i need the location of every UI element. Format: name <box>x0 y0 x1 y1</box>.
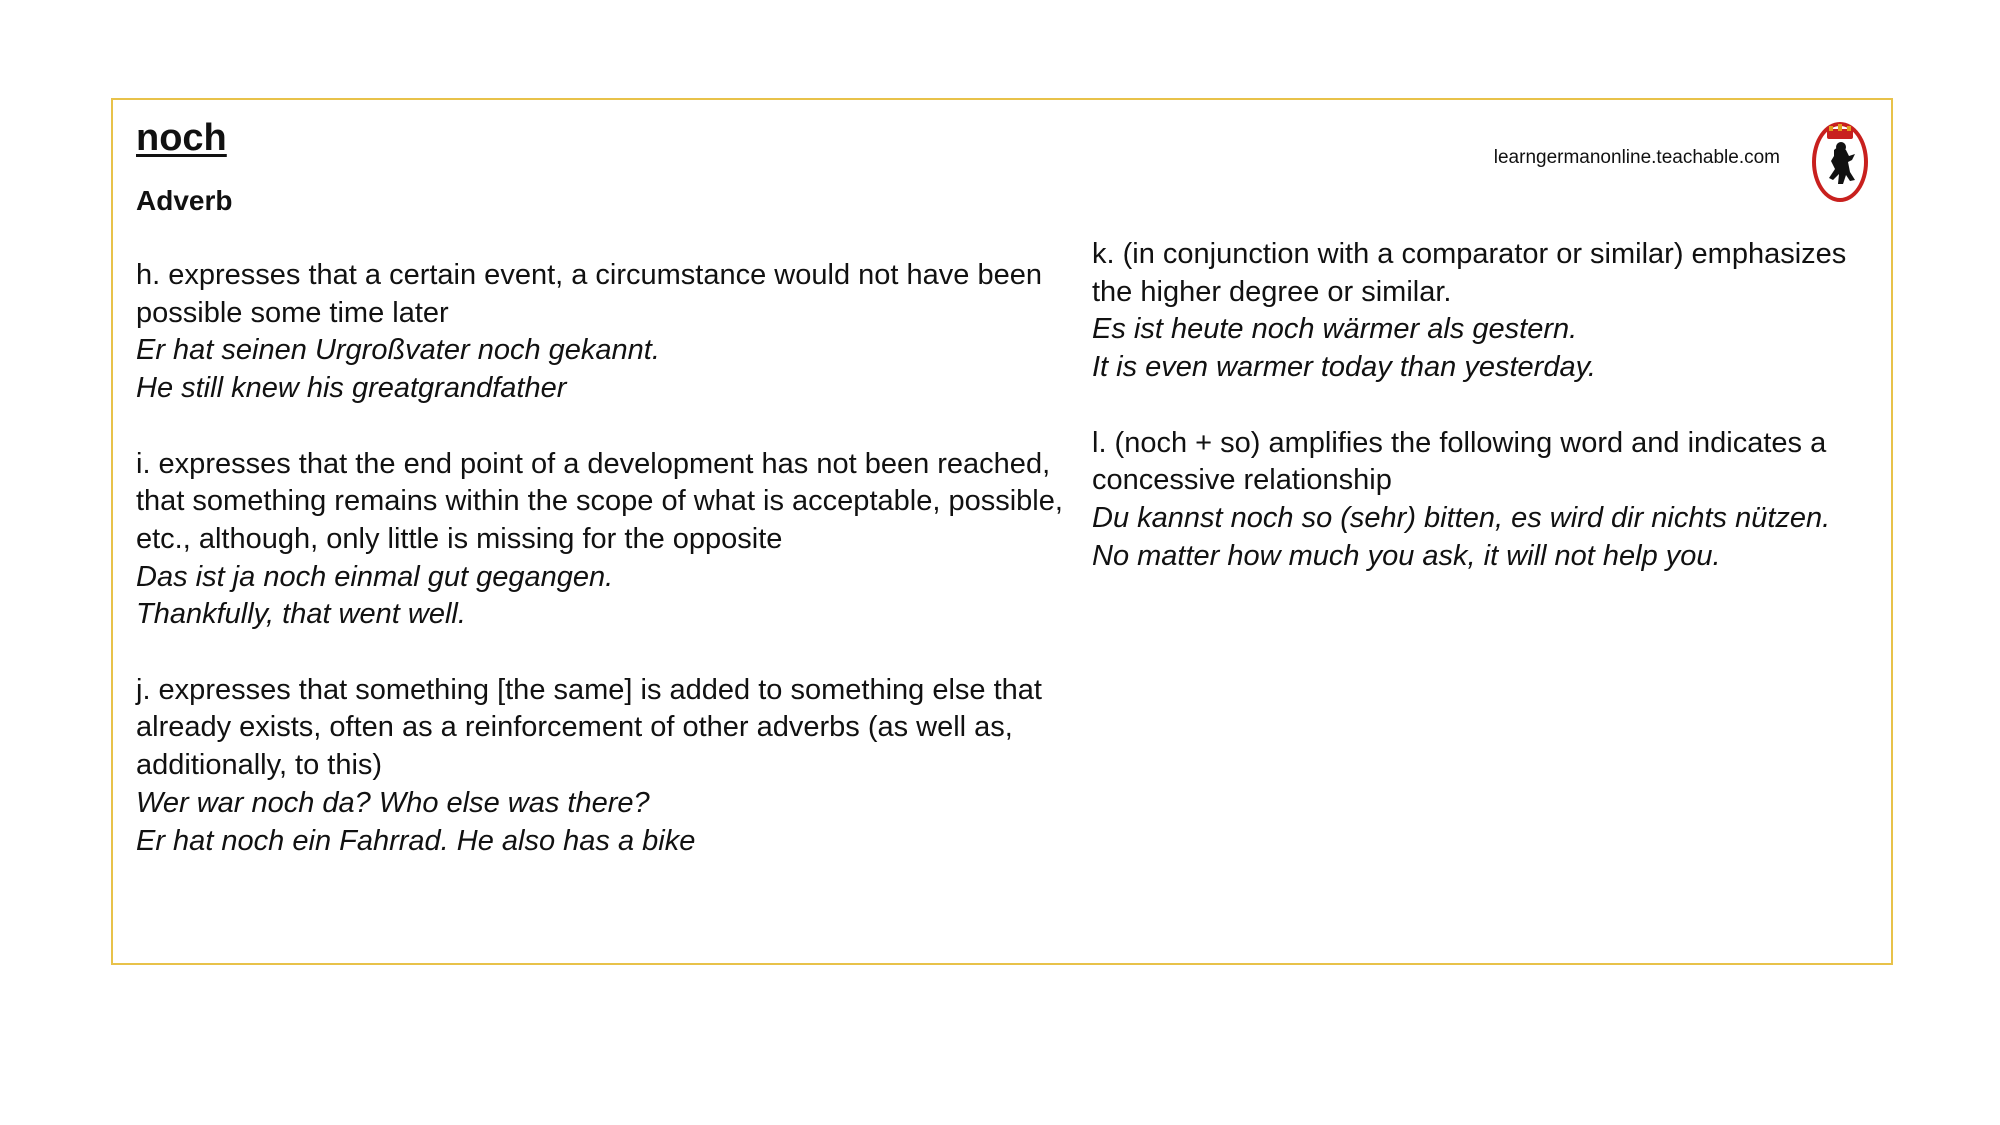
definition-l: l. (noch + so) amplifies the following word and indicates a concessive relationship <box>1092 426 1827 497</box>
definition-j: j. expresses that something [the same] is added to something else that already exists, often as a reinforcement of other adverbs (as well as, additionally, to this) <box>136 673 1042 782</box>
site-url: learngermanonline.teachable.com <box>1493 147 1780 168</box>
definition-k: k. (in conjunction with a comparator or similar) emphasizes the higher degree or similar. <box>1092 238 1847 308</box>
spacer <box>136 634 1076 672</box>
left-column <box>136 257 1076 860</box>
example-h-2: He still knew his greatgrandfather <box>136 372 567 405</box>
example-l-2: No matter how much you ask, it will not help you. <box>1092 539 1721 572</box>
example-h-1: Er hat seinen Urgroßvater noch gekannt. <box>136 334 660 367</box>
example-j-2: Er hat noch ein Fahrrad. He also has a bike <box>136 824 696 857</box>
example-k-1: Es ist heute noch wärmer als gestern. <box>1092 313 1578 346</box>
spacer <box>136 408 1076 446</box>
example-k-2: It is even warmer today than yesterday. <box>1092 351 1596 384</box>
berlin-bear-crest-icon <box>1810 120 1870 204</box>
spacer <box>1092 387 1872 425</box>
right-column <box>1092 236 1872 575</box>
definition-i: i. expresses that the end point of a development has not been reached, that something remains within the scope of what is acceptable, possible, etc., although, only little is missing for the opposite <box>136 447 1063 555</box>
example-i-1: Das ist ja noch einmal gut gegangen. <box>136 560 614 593</box>
headword-title: noch <box>136 117 227 159</box>
definition-h: h. expresses that a certain event, a circumstance would not have been possible some time later <box>136 259 1042 329</box>
part-of-speech: Adverb <box>136 185 233 216</box>
example-j-1: Wer war noch da? Who else was there? <box>136 786 650 819</box>
example-l-1: Du kannst noch so (sehr) bitten, es wird dir nichts nützen. <box>1092 501 1831 534</box>
example-i-2: Thankfully, that went well. <box>136 598 466 631</box>
